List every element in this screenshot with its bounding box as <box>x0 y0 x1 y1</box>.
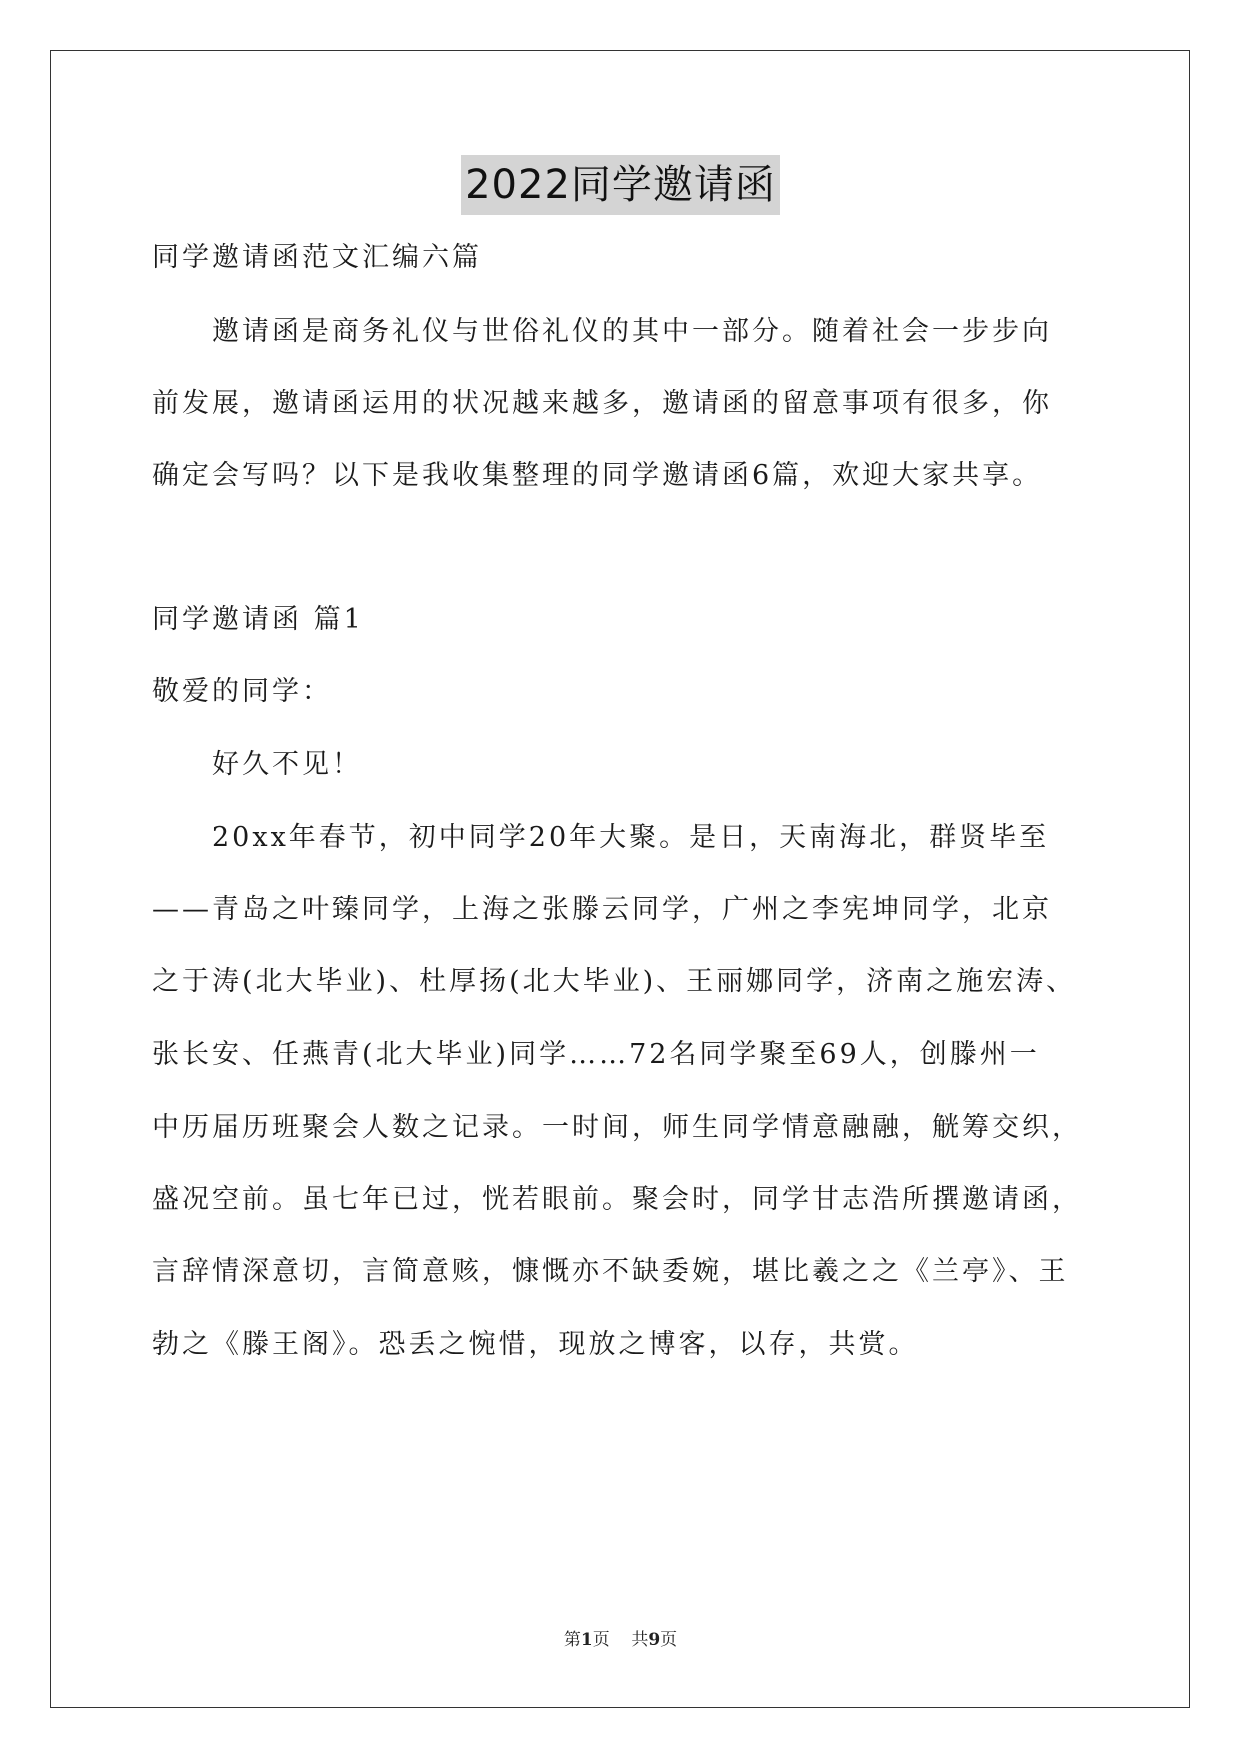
page-prefix: 第 <box>563 1630 581 1650</box>
intro-line-3: 确定会写吗？以下是我收集整理的同学邀请函6篇，欢迎大家共享。 <box>152 460 1043 491</box>
body-line-8: 勃之《滕王阁》。恐丢之惋惜，现放之博客，以存，共赏。 <box>152 1329 919 1360</box>
page-footer <box>0 1625 1241 1650</box>
page-suffix: 页 <box>592 1630 610 1650</box>
page-number: 1 <box>580 1630 593 1650</box>
total-pages: 9 <box>648 1630 661 1650</box>
page-border <box>50 50 1190 1708</box>
document-subtitle: 同学邀请函范文汇编六篇 <box>152 242 482 273</box>
salutation: 敬爱的同学： <box>152 676 332 707</box>
total-suffix: 页 <box>660 1630 678 1650</box>
body-line-7: 言辞情深意切，言简意赅，慷慨亦不缺委婉，堪比羲之之《兰亭》、王 <box>152 1256 1069 1287</box>
total-prefix: 共 <box>631 1630 649 1650</box>
title-container <box>0 155 1241 215</box>
body-line-2: ——青岛之叶臻同学，上海之张滕云同学，广州之李宪坤同学，北京 <box>152 894 1052 925</box>
body-line-6: 盛况空前。虽七年已过，恍若眼前。聚会时，同学甘志浩所撰邀请函， <box>152 1184 1082 1215</box>
document-title: 2022同学邀请函 <box>461 155 780 215</box>
body-line-4: 张长安、任燕青(北大毕业)同学……72名同学聚至69人，创滕州一 <box>152 1039 1040 1070</box>
body-line-5: 中历届历班聚会人数之记录。一时间，师生同学情意融融，觥筹交织， <box>152 1112 1082 1143</box>
body-line-1: 20xx年春节，初中同学20年大聚。是日，天南海北，群贤毕至 <box>212 822 1050 853</box>
body-line-3: 之于涛(北大毕业)、杜厚扬(北大毕业)、王丽娜同学，济南之施宏涛、 <box>152 966 1077 997</box>
intro-line-2: 前发展，邀请函运用的状况越来越多，邀请函的留意事项有很多，你 <box>152 388 1052 419</box>
intro-line-1: 邀请函是商务礼仪与世俗礼仪的其中一部分。随着社会一步步向 <box>212 316 1052 347</box>
section-heading: 同学邀请函 篇1 <box>152 604 364 635</box>
greeting: 好久不见！ <box>212 749 362 780</box>
